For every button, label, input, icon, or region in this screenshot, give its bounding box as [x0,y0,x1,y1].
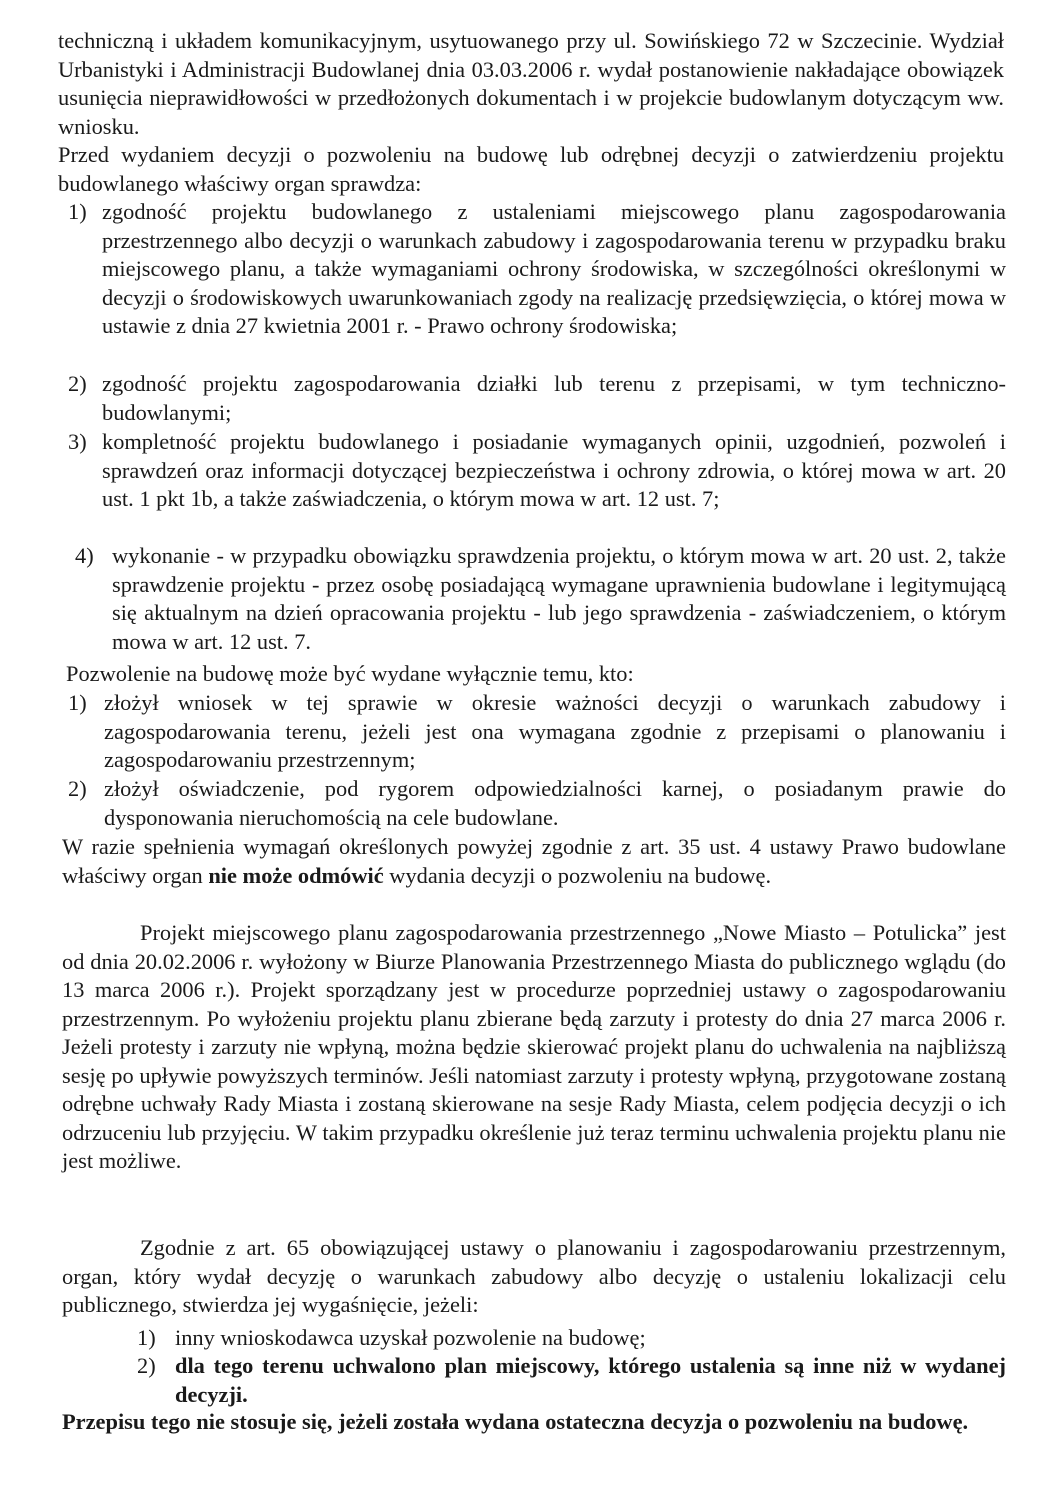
list-item-text: dla tego terenu uchwalono plan miejscowy, którego ustalenia są inne niż w wydanej decyzji. [175,1353,1006,1407]
list-item-text: złożył oświadczenie, pod rygorem odpowiedzialności karnej, o posiadanym prawie do dysponowania nieruchomością na cele budowlane. [104,776,1006,830]
list-item-number: 2) [137,1353,156,1378]
list-item-text: wykonanie - w przypadku obowiązku sprawdzenia projektu, o którym mowa w art. 20 ust. 2, także sprawdzenie projektu - przez osobę posiadającą wymagane uprawnienia budowlane i legitymującą się aktualnym na dzień opracowania projektu - lub jego sprawdzenia - zaświadczeniem, o którym mowa w art. 12 ust. 7. [112,543,1006,654]
list-item-text: inny wnioskodawca uzyskał pozwolenie na budowę; [175,1325,646,1350]
conclusion-paragraph [62,833,1006,890]
list-item-number: 1) [68,690,87,715]
final-statement: Przepisu tego nie stosuje się, jeżeli została wydana ostateczna decyzja o pozwoleniu na budowę. [62,1409,969,1434]
conclusion-text-end: wydania decyzji o pozwoleniu na budowę. [383,862,772,888]
list-item-text: kompletność projektu budowlanego i posiadanie wymaganych opinii, uzgodnień, pozwoleń i sprawdzeń oraz informacji dotyczącej bezpieczeństwa i ochrony zdrowia, o której mowa w art. 20 ust. 1 pkt 1b, a także zaświadczenia, o którym mowa w art. 12 ust. 7; [102,429,1006,511]
list-item [68,775,1006,832]
list-item-number: 4) [75,543,94,568]
list-item-number: 3) [68,429,87,454]
list-item-number: 2) [68,776,87,801]
permit-intro: Pozwolenie na budowę może być wydane wyłącznie temu, kto: [66,661,634,686]
list-item [68,370,1006,427]
list-item [68,689,1006,775]
check-intro-paragraph: Przed wydaniem decyzji o pozwoleniu na budowę lub odrębnej decyzji o zatwierdzeniu projektu budowlanego właściwy organ sprawdza: [58,142,1004,196]
list-item [68,428,1006,514]
list-item-number: 2) [68,371,87,396]
list-item [75,542,1006,656]
list-item-text: złożył wniosek w tej sprawie w okresie ważności decyzji o warunkach zabudowy i zagospodarowania terenu, jeżeli jest ona wymagana zgodnie z przepisami o planowaniu i zagospodarowaniu przestrzennym; [104,690,1006,772]
list-item-number: 1) [137,1325,156,1350]
art65-paragraph: Zgodnie z art. 65 obowiązującej ustawy o planowaniu i zagospodarowaniu przestrzennym, organ, który wydał decyzję o warunkach zabudowy albo decyzję o ustaleniu lokalizacji celu publicznego, stwierdza jej wygaśnięcie, jeżeli: [62,1235,1006,1317]
list-item [137,1352,1006,1409]
list-item-text: zgodność projektu budowlanego z ustaleniami miejscowego planu zagospodarowania przestrzennego albo decyzji o warunkach zabudowy i zagospodarowania terenu w przypadku braku miejscowego planu, a także wymaganiami ochrony środowiska, w szczególności określonymi w decyzji o środowiskowych uwarunkowaniach zgody na realizację przedsięwzięcia, o której mowa w ustawie z dnia 27 kwietnia 2001 r. - Prawo ochrony środowiska; [102,199,1006,338]
conclusion-bold: nie może odmówić [208,862,384,888]
intro-paragraph: techniczną i układem komunikacyjnym, usytuowanego przy ul. Sowińskiego 72 w Szczecinie. Wydział Urbanistyki i Administracji Budowlanej dnia 03.03.2006 r. wydał postanowienie nakładające obowiązek usunięcia nieprawidłowości w przedłożonych dokumentach i w projekcie budowlanym dotyczącym ww. wniosku. [58,28,1004,139]
conclusion-text: W razie spełnienia wymagań określonych powyżej zgodnie z art. 35 ust. 4 ustawy Prawo budowlane właściwy organ [62,834,1006,888]
list-item-text: zgodność projektu zagospodarowania działki lub terenu z przepisami, w tym techniczno-budowlanymi; [102,371,1006,425]
list-item-number: 1) [68,199,87,224]
plan-paragraph: Projekt miejscowego planu zagospodarowania przestrzennego „Nowe Miasto – Potulicka” jest od dnia 20.02.2006 r. wyłożony w Biurze Planowania Przestrzennego Miasta do publicznego wglądu (do 13 marca 2006 r.). Projekt sporządzany jest w procedurze poprzedniej ustawy o zagospodarowaniu przestrzennym. Po wyłożeniu projektu planu zbierane będą zarzuty i protesty do dnia 27 marca 2006 r. Jeżeli protesty i zarzuty nie wpłyną, można będzie skierować projekt planu do uchwalenia na najbliższą sesję po upływie powyższych terminów. Jeśli natomiast zarzuty i protesty wpłyną, przygotowane zostaną odrębne uchwały Rady Miasta i zostaną skierowane na sesje Rady Miasta, celem podjęcia decyzji o ich odrzuceniu lub przyjęciu. W takim przypadku określenie już teraz terminu uchwalenia projektu planu nie jest możliwe. [62,920,1006,1173]
list-item [68,198,1006,341]
list-item [137,1324,1006,1353]
